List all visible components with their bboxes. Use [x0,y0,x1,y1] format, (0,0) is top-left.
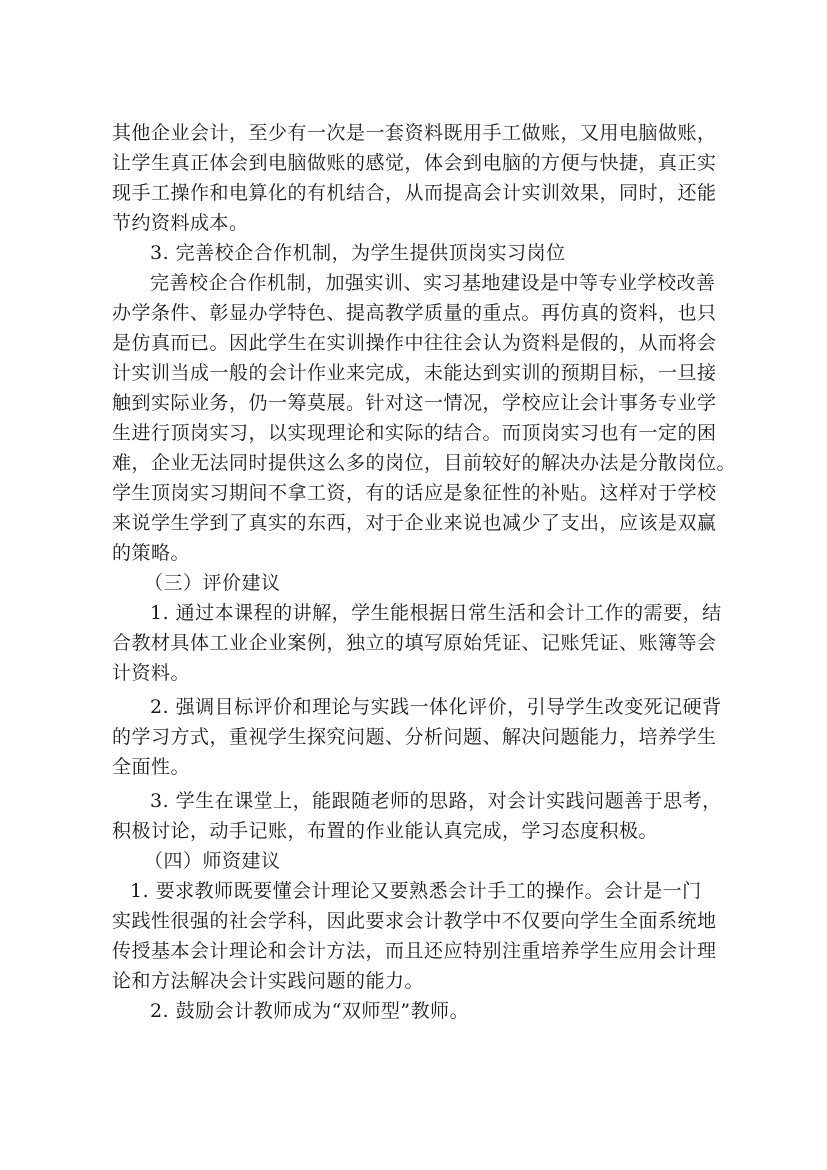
paragraph-line: 1. 通过本课程的讲解，学生能根据日常生活和会计工作的需要，结 [150,602,722,624]
section-heading: 3. 完善校企合作机制，为学生提供顶岗实习岗位 [150,242,566,264]
paragraph-line: 难，企业无法同时提供这么多的岗位，目前较好的解决办法是分散岗位。 [112,452,737,474]
paragraph-line: 的学习方式，重视学生探究问题、分析问题、解决问题能力，培养学生 [112,726,717,748]
paragraph-line: 1. 要求教师既要懂会计理论又要熟悉会计手工的操作。会计是一门 [130,880,702,902]
paragraph-line: 节约资料成本。 [112,212,249,234]
paragraph-line: 传授基本会计理论和会计方法，而且还应特别注重培养学生应用会计理 [112,940,717,962]
paragraph-line: 3. 学生在课堂上，能跟随老师的思路，对会计实践问题善于思考， [150,790,722,812]
paragraph-line: 计实训当成一般的会计作业来完成，未能达到实训的预期目标，一旦接 [112,362,717,384]
section-heading: （三）评价建议 [144,572,281,594]
paragraph-line: 的策略。 [112,542,191,564]
paragraph-line: 来说学生学到了真实的东西，对于企业来说也减少了支出，应该是双赢 [112,512,717,534]
paragraph-line: 办学条件、彰显办学特色、提高教学质量的重点。再仿真的资料，也只 [112,302,717,324]
paragraph-line: 2. 鼓励会计教师成为“双师型”教师。 [150,1000,470,1022]
paragraph-line: 全面性。 [112,756,191,778]
paragraph-line: 完善校企合作机制，加强实训、实习基地建设是中等专业学校改善 [150,272,716,294]
paragraph-line: 触到实际业务，仍一筹莫展。针对这一情况，学校应让会计事务专业学 [112,392,717,414]
paragraph-line: 计资料。 [112,662,191,684]
document-page [112,118,737,1026]
paragraph-line: 生进行顶岗实习，以实现理论和实际的结合。而顶岗实习也有一定的困 [112,422,717,444]
section-heading: （四）师资建议 [144,850,281,872]
paragraph-line: 积极讨论，动手记账，布置的作业能认真完成，学习态度积极。 [112,820,659,842]
paragraph-line: 合教材具体工业企业案例，独立的填写原始凭证、记账凭证、账簿等会 [112,632,717,654]
paragraph-line: 实践性很强的社会学科，因此要求会计教学中不仅要向学生全面系统地 [112,910,717,932]
paragraph-line: 让学生真正体会到电脑做账的感觉，体会到电脑的方便与快捷，真正实 [112,152,717,174]
paragraph-line: 论和方法解决会计实践问题的能力。 [112,970,425,992]
paragraph-line: 是仿真而已。因此学生在实训操作中往往会认为资料是假的，从而将会 [112,332,717,354]
paragraph-line: 现手工操作和电算化的有机结合，从而提高会计实训效果，同时，还能 [112,182,717,204]
paragraph-line: 2. 强调目标评价和理论与实践一体化评价，引导学生改变死记硬背 [150,696,722,718]
paragraph-line: 其他企业会计，至少有一次是一套资料既用手工做账，又用电脑做账， [112,122,717,144]
paragraph-line: 学生顶岗实习期间不拿工资，有的话应是象征性的补贴。这样对于学校 [112,482,717,504]
